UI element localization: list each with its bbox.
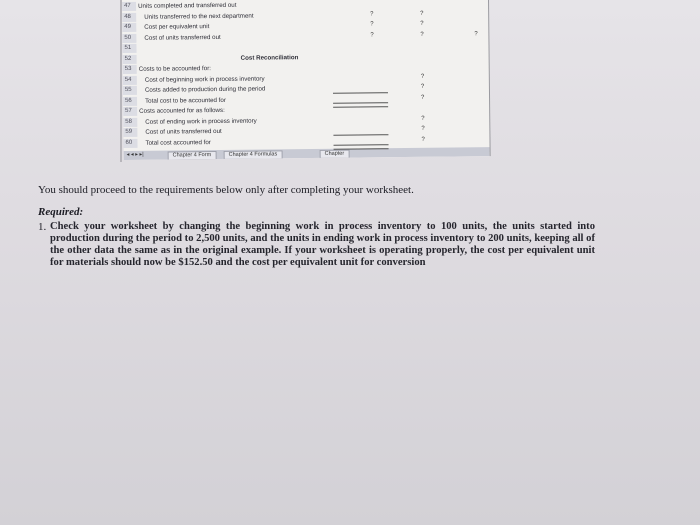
sheet-tab-bar bbox=[124, 147, 490, 160]
unknown-value-cell[interactable]: ? bbox=[421, 94, 425, 101]
row-number: 47 bbox=[122, 2, 136, 11]
requirement-body: Check your worksheet by changing the beginning work in process inventory to 100 units, the units started into production during the period to 2,500 units, and the units in ending work in process inventory to 200 units, keeping all of the other data the same as in the original example. If your worksheet is operating properly, the cost per equivalent unit for materials should now be $152.50 and the cost per equivalent unit for conversion bbox=[50, 221, 595, 268]
unknown-value-cell[interactable]: ? bbox=[370, 31, 374, 38]
unknown-value-cell[interactable]: ? bbox=[420, 83, 425, 90]
row-number: 60 bbox=[123, 138, 137, 147]
row-label: Cost of units transferred out bbox=[144, 33, 221, 42]
row-number: 56 bbox=[123, 96, 137, 105]
row-number: 52 bbox=[123, 54, 137, 63]
row-label: Costs to be accounted for: bbox=[138, 65, 211, 73]
unknown-value-cell[interactable]: ? bbox=[474, 30, 478, 37]
tab-chapter[interactable]: Chapter bbox=[320, 150, 350, 159]
row-label: Units completed and transferred out bbox=[138, 1, 237, 10]
proceed-instruction: You should proceed to the requirements below only after completing your worksheet. bbox=[38, 184, 414, 196]
unknown-value-cell[interactable]: ? bbox=[421, 136, 425, 143]
unknown-value-cell[interactable]: ? bbox=[420, 73, 425, 80]
unknown-value-cell[interactable]: ? bbox=[420, 31, 424, 38]
row-label: Costs accounted for as follows: bbox=[139, 106, 225, 115]
tab-chapter-4-formulas[interactable]: Chapter 4 Formulas bbox=[224, 150, 283, 160]
row-number: 55 bbox=[123, 86, 137, 95]
row-label: Cost per equivalent unit bbox=[144, 23, 210, 31]
row-label: Cost of units transferred out bbox=[145, 127, 222, 136]
row-number: 54 bbox=[123, 75, 137, 84]
row-label: Total cost to be accounted for bbox=[145, 96, 226, 105]
requirement-number: 1. bbox=[38, 221, 47, 233]
double-underline bbox=[333, 102, 388, 108]
unknown-value-cell[interactable]: ? bbox=[421, 115, 425, 122]
worksheet-row bbox=[123, 135, 489, 148]
sheet-nav-arrows[interactable]: ◂ ◂ ▸ ▸| bbox=[126, 151, 144, 158]
unknown-value-cell[interactable]: ? bbox=[420, 20, 424, 27]
row-number: 59 bbox=[123, 128, 137, 137]
unknown-value-cell[interactable]: ? bbox=[421, 125, 425, 132]
worksheet-screenshot bbox=[122, 0, 491, 160]
row-label: Total cost accounted for bbox=[145, 138, 211, 147]
row-number: 51 bbox=[122, 44, 136, 53]
row-label: Cost Reconciliation bbox=[240, 53, 299, 62]
unknown-value-cell[interactable]: ? bbox=[370, 21, 374, 28]
row-label: Cost of beginning work in process inventory bbox=[144, 75, 265, 84]
required-heading: Required: bbox=[38, 206, 84, 218]
unknown-value-cell[interactable]: ? bbox=[370, 10, 374, 17]
row-number: 50 bbox=[122, 33, 136, 42]
unknown-value-cell[interactable]: ? bbox=[420, 10, 424, 17]
row-number: 58 bbox=[123, 117, 137, 126]
double-underline bbox=[334, 144, 389, 150]
row-number: 49 bbox=[122, 23, 136, 32]
row-number: 48 bbox=[122, 12, 136, 21]
row-label: Units transferred to the next department bbox=[144, 12, 254, 21]
row-number: 57 bbox=[123, 107, 137, 116]
row-number: 53 bbox=[123, 65, 137, 74]
row-label: Cost of ending work in process inventory bbox=[145, 117, 257, 126]
tab-chapter-4-form[interactable]: Chapter 4 Form bbox=[168, 151, 217, 160]
row-label: Costs added to production during the period bbox=[144, 85, 266, 94]
